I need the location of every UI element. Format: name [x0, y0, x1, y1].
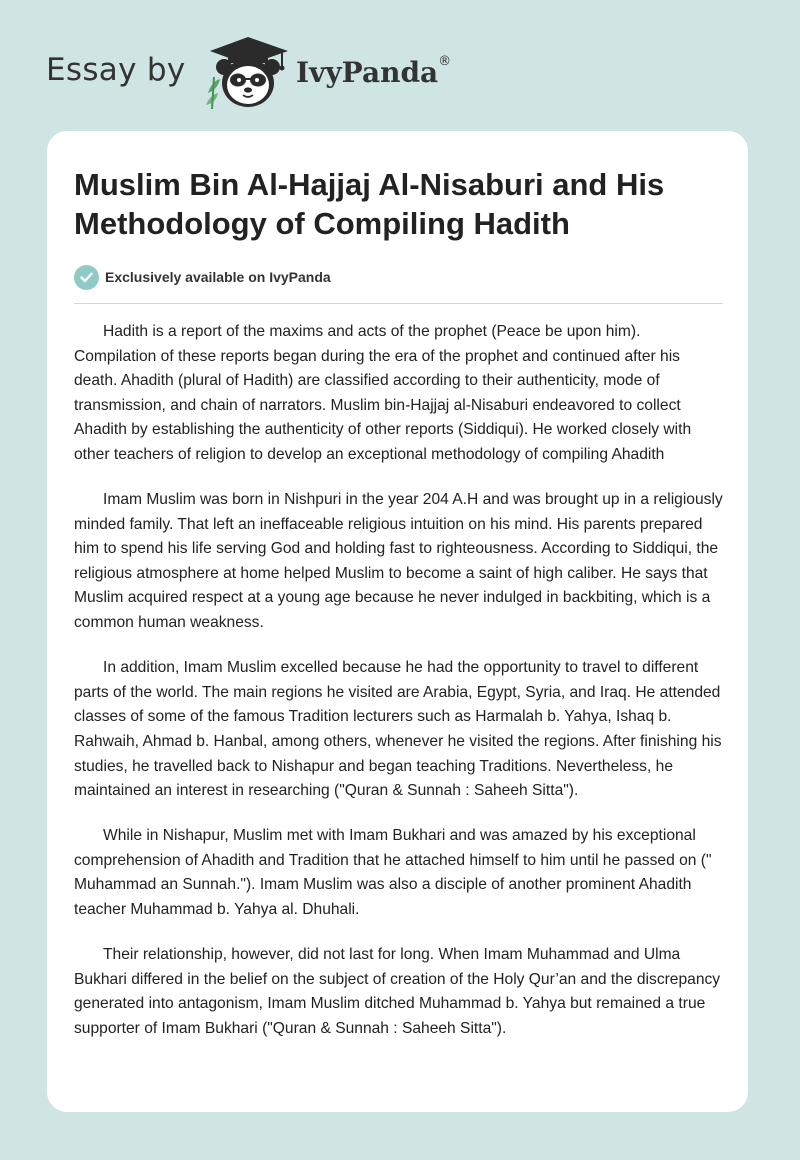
paragraph: Imam Muslim was born in Nishpuri in the year 204 A.H and was brought up in a religiously minded family. That left an ineffaceable religious intuition on his mind. His parents prepared him to spend his life serving God and holding fast to righteousness. According to Siddiqui, the religious atmosphere at home helped Muslim to become a saint of high caliber. He says that Muslim acquired respect at a young age because he never indulged in backbiting, which is a common human weakness. — [74, 491, 723, 632]
exclusive-badge-label: Exclusively available on IvyPanda — [105, 269, 331, 285]
brand-name[interactable] — [296, 56, 451, 89]
paragraph: While in Nishapur, Muslim met with Imam Bukhari and was amazed by his exceptional comprehension of Ahadith and Tradition that he attached himself to him until he passed on (" Muhammad an Sunnah."). Imam Muslim was also a disciple of another prominent Ahadith teacher Muhammad b. Yahya al. Dhuhali. — [74, 827, 712, 918]
site-header — [0, 0, 800, 130]
registered-mark: ® — [438, 54, 452, 69]
essay-card — [47, 131, 748, 1112]
exclusive-badge — [74, 264, 331, 290]
paragraph: In addition, Imam Muslim excelled because he had the opportunity to travel to different parts of the world. The main regions he visited are Arabia, Egypt, Syria, and Iraq. He attended classes of some of the famous Tradition lecturers such as Harmalah b. Yahya, Ishaq b. Rahwaih, Ahmad b. Hanbal, among others, whenever he visited the regions. After finishing his studies, he travelled back to Nishapur and began teaching Traditions. Nevertheless, he maintained an interest in researching ("Quran & Sunnah : Saheeh Sitta"). — [74, 659, 722, 800]
essay-title: Muslim Bin Al-Hajjaj Al-Nisaburi and His Methodology of Compiling Hadith — [74, 167, 665, 241]
panda-logo-icon[interactable] — [198, 33, 294, 111]
paragraph: Hadith is a report of the maxims and acts of the prophet (Peace be upon him). Compilation of these reports began during the era of the prophet and continued after his death. Ahadith (plural of Hadith) are classified according to their authenticity, mode of transmission, and chain of narrators. Muslim bin-Hajjaj al-Nisaburi endeavored to collect Ahadith by establishing the authenticity of other reports (Siddiqui). He worked closely with other teachers of religion to develop an exceptional methodology of compiling Ahadith — [74, 323, 692, 463]
essay-body — [74, 320, 726, 1062]
essay-by-label: Essay by — [46, 52, 186, 88]
paragraph: Their relationship, however, did not last for long. When Imam Muhammad and Ulma Bukhari differed in the belief on the subject of creation of the Holy Qur’an and the discrepancy generated into antagonism, Imam Muslim ditched Muhammad b. Yahya but remained a true supporter of Imam Bukhari ("Quran & Sunnah : Saheeh Sitta"). — [74, 946, 721, 1037]
brand-name-text: IvyPanda — [296, 56, 439, 89]
check-icon — [74, 265, 99, 290]
divider — [74, 303, 723, 304]
